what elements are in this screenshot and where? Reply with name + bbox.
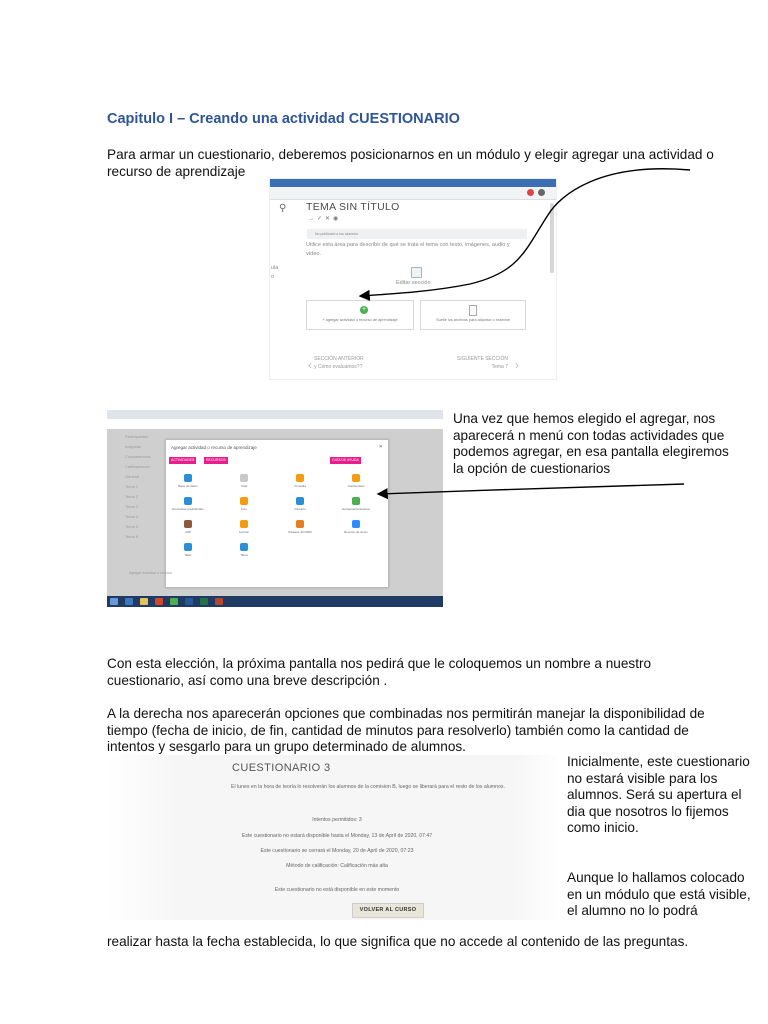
activity-icon (184, 543, 192, 551)
next-section-link: SIGUIENTE SECCIÓN Tema 7 (456, 356, 508, 370)
upload-label: Suelte los archivos para adjuntar o examine (436, 318, 510, 322)
visibility-note: Inicialmente, este cuestionario no estará visible para los alumnos. Será su apertura el dia que nosotros lo fijemos como inicio. (567, 754, 750, 835)
left-text-fragment: o (271, 274, 275, 280)
chevron-left-icon: ‹ (308, 358, 312, 372)
chevron-right-icon: › (515, 358, 519, 372)
activity-icon (240, 543, 248, 551)
activity-icon (184, 474, 192, 482)
taskbar-app-icon (155, 598, 163, 605)
activity-option (168, 474, 208, 488)
activity-option (168, 543, 208, 557)
modal-title: Agregar actividad o recurso de aprendizaje (171, 445, 257, 450)
sidebar-item: Tema 6 (125, 534, 139, 539)
activity-label: Taller (184, 553, 192, 557)
activity-icon (240, 474, 248, 482)
word-icon (185, 598, 193, 605)
section-title: TEMA SIN TÍTULO (306, 201, 400, 213)
quiz-title: CUESTIONARIO 3 (232, 762, 331, 774)
activity-icon (184, 520, 192, 528)
activity-option (336, 474, 376, 488)
activity-option (168, 497, 208, 511)
prev-section-link: SECCIÓN ANTERIOR y Cómo evaluamos?? (314, 356, 364, 370)
powerpoint-icon (215, 598, 223, 605)
browser-profile-icon (538, 189, 545, 196)
attempts-info: Intentos permitidos: 3 (312, 817, 362, 823)
edit-section-link: Editar sección (396, 280, 431, 286)
sidebar-item: Participantes (125, 434, 149, 439)
grading-method-info: Método de calificación: Calificación más alta (286, 863, 388, 869)
activity-option (224, 497, 264, 511)
activity-label: Reunión de Zoom (344, 530, 368, 534)
course-sidebar (125, 432, 165, 542)
activity-label: Base de datos (178, 484, 198, 488)
browser-tab-bar (270, 179, 556, 187)
activity-label: Foro (240, 507, 248, 511)
browser-extension-icon (527, 189, 534, 196)
module-visible-note: Aunque lo hallamos colocado en un módulo que está visible, el alumno no lo podrá (567, 870, 751, 918)
activity-icon (240, 520, 248, 528)
folder-icon (140, 598, 148, 605)
sidebar-item: Tema 2 (125, 494, 139, 499)
activity-option (336, 520, 376, 534)
edit-section-icon (411, 267, 422, 278)
activity-icon (352, 474, 360, 482)
search-icon: ⚲ (279, 203, 287, 214)
browser-tab-bar (107, 410, 443, 419)
activity-label: Chat (240, 484, 248, 488)
sidebar-item: Tema 4 (125, 514, 139, 519)
sidebar-item: Insignias (125, 444, 141, 449)
left-text-fragment: ula (271, 265, 279, 271)
activity-label: H5P (185, 530, 191, 534)
close-date-info: Este cuestionario se cerrará el Monday, 20 de April de 2020, 07:23 (260, 848, 414, 854)
activity-icon (240, 497, 248, 505)
tab-activities: ACTIVIDADES (171, 458, 195, 462)
closing-line: realizar hasta la fecha establecida, lo que significa que no accede al contenido de las preguntas. (107, 934, 689, 949)
activity-label: Tarea (240, 553, 248, 557)
activity-option (224, 543, 264, 557)
activity-label: Consulta (294, 484, 306, 488)
activity-option (224, 520, 264, 534)
screenshot-course-section (270, 179, 556, 379)
sidebar-item: Tema 3 (125, 504, 139, 509)
activity-option (280, 497, 320, 511)
activity-label: Lección (238, 530, 250, 534)
tab-resources: RECURSOS (206, 458, 226, 462)
taskbar-app-icon (125, 598, 133, 605)
activity-option (280, 474, 320, 488)
activity-option (280, 520, 320, 534)
activity-label: Glosario (294, 507, 306, 511)
tab-help: GUÍA DE AYUDA (332, 458, 359, 462)
start-icon (110, 598, 118, 605)
add-activity-label: + agregar actividad o recurso de aprendizaje (322, 318, 398, 322)
activity-label: Paquete SCORM (288, 530, 312, 534)
sidebar-item: Tema 1 (125, 484, 139, 489)
activity-chooser-modal (165, 439, 389, 588)
paragraph-name-description: Con esta elección, la próxima pantalla nos pedirá que le coloquemos un nombre a nuestro cuestionario, así como una breve descripción . (107, 656, 652, 688)
screenshot-activity-chooser (107, 410, 443, 607)
sidebar-item: Tema 5 (125, 524, 139, 529)
upload-box (420, 300, 526, 330)
sidebar-item: Calificaciones (125, 464, 150, 469)
sidebar-item: Competencias (125, 454, 151, 459)
add-activity-box (306, 300, 414, 330)
sidebar-item: General (125, 474, 140, 479)
paragraph-availability-options: A la derecha nos aparecerán opciones que combinadas nos permitirán manejar la disponibilidad de tiempo (fecha de inicio, de fin, cantidad de minutos para resolverlo) también como la cantidad de intentos y sesgarlo para un grupo determinado de alumnos. (107, 706, 705, 754)
section-description: Utilice esta área para describir de qué se trata el tema con texto, imágenes, audio y vídeo. (306, 242, 510, 257)
activity-icon (184, 497, 192, 505)
activity-icon (296, 474, 304, 482)
close-icon: ✕ (378, 444, 383, 450)
windows-taskbar (107, 596, 443, 607)
file-icon (469, 305, 477, 316)
add-activity-link: Agregar actividad o recurso (129, 571, 172, 575)
activity-option (224, 474, 264, 488)
plus-icon: + (361, 306, 367, 313)
activity-menu-explanation: Una vez que hemos elegido el agregar, nos aparecerá n menú con todas actividades que podemos agregar, en esa pantalla elegiremos la opción de cuestionarios (453, 411, 729, 476)
activity-label: Herramienta Externa (342, 507, 370, 511)
chapter-heading: Capitulo I – Creando una actividad CUESTIONARIO (107, 111, 460, 127)
activity-icon (296, 497, 304, 505)
quiz-description: El lunes en la hora de teoría lo resolverán los alumnos de la comision B, luego se liberará para el resto de los alumnos. (231, 784, 505, 790)
activity-option (336, 497, 376, 511)
back-to-course-button: VOLVER AL CURSO (352, 903, 424, 918)
open-date-info: Este cuestionario no estará disponible hasta el Monday, 13 de April de 2020, 07:47 (241, 833, 433, 839)
restriction-note: No publicado a los alumnos (307, 229, 527, 239)
intro-paragraph: Para armar un cuestionario, deberemos posicionarnos en un módulo y elegir agregar una actividad o recurso de aprendizaje (107, 147, 714, 179)
not-available-notice: Este cuestionario no está disponible en este momento (274, 887, 400, 893)
activity-label: Cuestionario (347, 484, 365, 488)
activity-icon (352, 520, 360, 528)
screenshot-quiz-info (107, 755, 560, 920)
activity-icon (296, 520, 304, 528)
edit-tools-icons: →✓✕◉ (308, 216, 342, 222)
activity-label: Encuestas predefinidas (172, 507, 204, 511)
activity-icon (352, 497, 360, 505)
excel-icon (200, 598, 208, 605)
scrollbar (550, 203, 554, 273)
chrome-icon (170, 598, 178, 605)
browser-address-bar (270, 187, 556, 200)
activity-option (168, 520, 208, 534)
